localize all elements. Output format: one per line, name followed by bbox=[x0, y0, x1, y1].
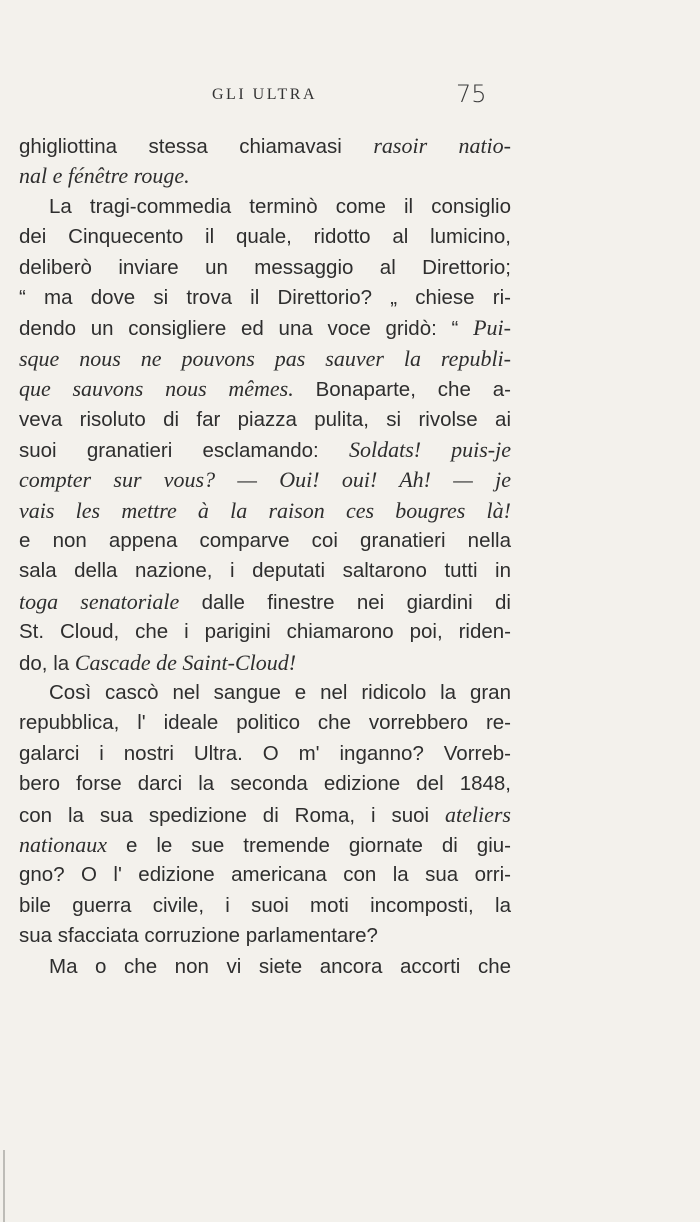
running-header bbox=[0, 80, 700, 110]
italic-text: Cascade de Saint-Cloud! bbox=[74, 649, 297, 675]
text-line bbox=[19, 952, 511, 982]
text-span: bero forse darci la seconda edizione del 1848, bbox=[19, 772, 511, 796]
italic-text: nal e fénêtre rouge. bbox=[19, 163, 190, 189]
text-line bbox=[19, 344, 511, 374]
text-line bbox=[19, 253, 511, 283]
italic-text: que sauvons nous mêmes. bbox=[19, 376, 294, 402]
text-span: dalle finestre nei giardini di bbox=[179, 590, 511, 614]
text-line bbox=[19, 678, 511, 708]
italic-text: rasoir natio- bbox=[373, 133, 511, 158]
text-span: veva risoluto di far piazza pulita, si rivolse ai bbox=[19, 407, 511, 431]
text-span: e le sue tremende giornate di giu- bbox=[107, 833, 511, 857]
text-span: do, la bbox=[19, 651, 75, 675]
italic-text: Pui- bbox=[473, 315, 511, 341]
text-line bbox=[19, 374, 511, 404]
text-span: Ma o che non vi siete ancora accorti che bbox=[49, 954, 511, 978]
text-span: gno? O l' edizione americana con la sua orri- bbox=[19, 863, 511, 887]
text-line bbox=[19, 131, 511, 161]
text-span: deliberò inviare un messaggio al Direttorio; bbox=[19, 255, 511, 279]
text-line bbox=[19, 860, 511, 890]
text-span: St. Cloud, che i parigini chiamarono poi, riden- bbox=[19, 620, 511, 644]
text-span: “ ma dove si trova il Direttorio? „ chiese ri- bbox=[19, 285, 511, 309]
text-span: e non appena comparve coi granatieri nella bbox=[19, 529, 511, 553]
text-line bbox=[19, 648, 511, 678]
text-line bbox=[19, 222, 511, 252]
text-line bbox=[19, 465, 511, 495]
text-line bbox=[19, 283, 511, 313]
text-line bbox=[19, 800, 511, 830]
text-span: sua sfacciata corruzione parlamentare? bbox=[19, 924, 378, 948]
text-span: dendo un consigliere ed una voce gridò: “ bbox=[19, 317, 474, 341]
page-number: 75 bbox=[456, 80, 487, 108]
body-text bbox=[19, 131, 511, 982]
italic-text: ateliers bbox=[445, 801, 511, 827]
italic-text: toga senatoriale bbox=[19, 588, 180, 614]
text-line bbox=[19, 739, 511, 769]
text-line bbox=[19, 435, 511, 465]
text-line bbox=[19, 769, 511, 799]
text-line bbox=[19, 587, 511, 617]
text-line bbox=[19, 161, 511, 191]
text-line bbox=[19, 617, 511, 647]
text-line bbox=[19, 526, 511, 556]
text-span: galarci i nostri Ultra. O m' inganno? Vorreb- bbox=[19, 741, 511, 765]
binding-edge bbox=[3, 1150, 5, 1222]
text-line bbox=[19, 921, 511, 951]
text-line bbox=[19, 496, 511, 526]
text-line bbox=[19, 830, 511, 860]
italic-text: Soldats! puis-je bbox=[348, 436, 512, 462]
text-line bbox=[19, 556, 511, 586]
text-span: bile guerra civile, i suoi moti incomposti, la bbox=[19, 893, 511, 917]
text-span: con la sua spedizione di Roma, i suoi bbox=[19, 803, 445, 827]
text-span: Bonaparte, che a- bbox=[293, 378, 511, 402]
text-span: suoi granatieri esclamando: bbox=[19, 438, 349, 462]
italic-text: compter sur vous? — Oui! oui! Ah! — je bbox=[19, 467, 511, 493]
text-line bbox=[19, 192, 511, 222]
text-line bbox=[19, 891, 511, 921]
italic-text: sque nous ne pouvons pas sauver la republi- bbox=[19, 345, 511, 371]
text-line bbox=[19, 405, 511, 435]
italic-text: nationaux bbox=[19, 831, 107, 857]
text-line bbox=[19, 708, 511, 738]
italic-text: vais les mettre à la raison ces bougres là! bbox=[19, 497, 511, 523]
running-title: GLI ULTRA bbox=[212, 86, 318, 103]
text-span: sala della nazione, i deputati saltarono tutti in bbox=[19, 559, 511, 583]
text-span: La tragi-commedia terminò come il consiglio bbox=[49, 194, 511, 218]
text-span: ghigliottina stessa chiamavasi bbox=[19, 135, 374, 158]
text-span: Così cascò nel sangue e nel ridicolo la gran bbox=[49, 681, 511, 705]
text-span: repubblica, l' ideale politico che vorrebbero re- bbox=[19, 711, 511, 735]
text-line bbox=[19, 313, 511, 343]
text-span: dei Cinquecento il quale, ridotto al lumicino, bbox=[19, 225, 511, 249]
